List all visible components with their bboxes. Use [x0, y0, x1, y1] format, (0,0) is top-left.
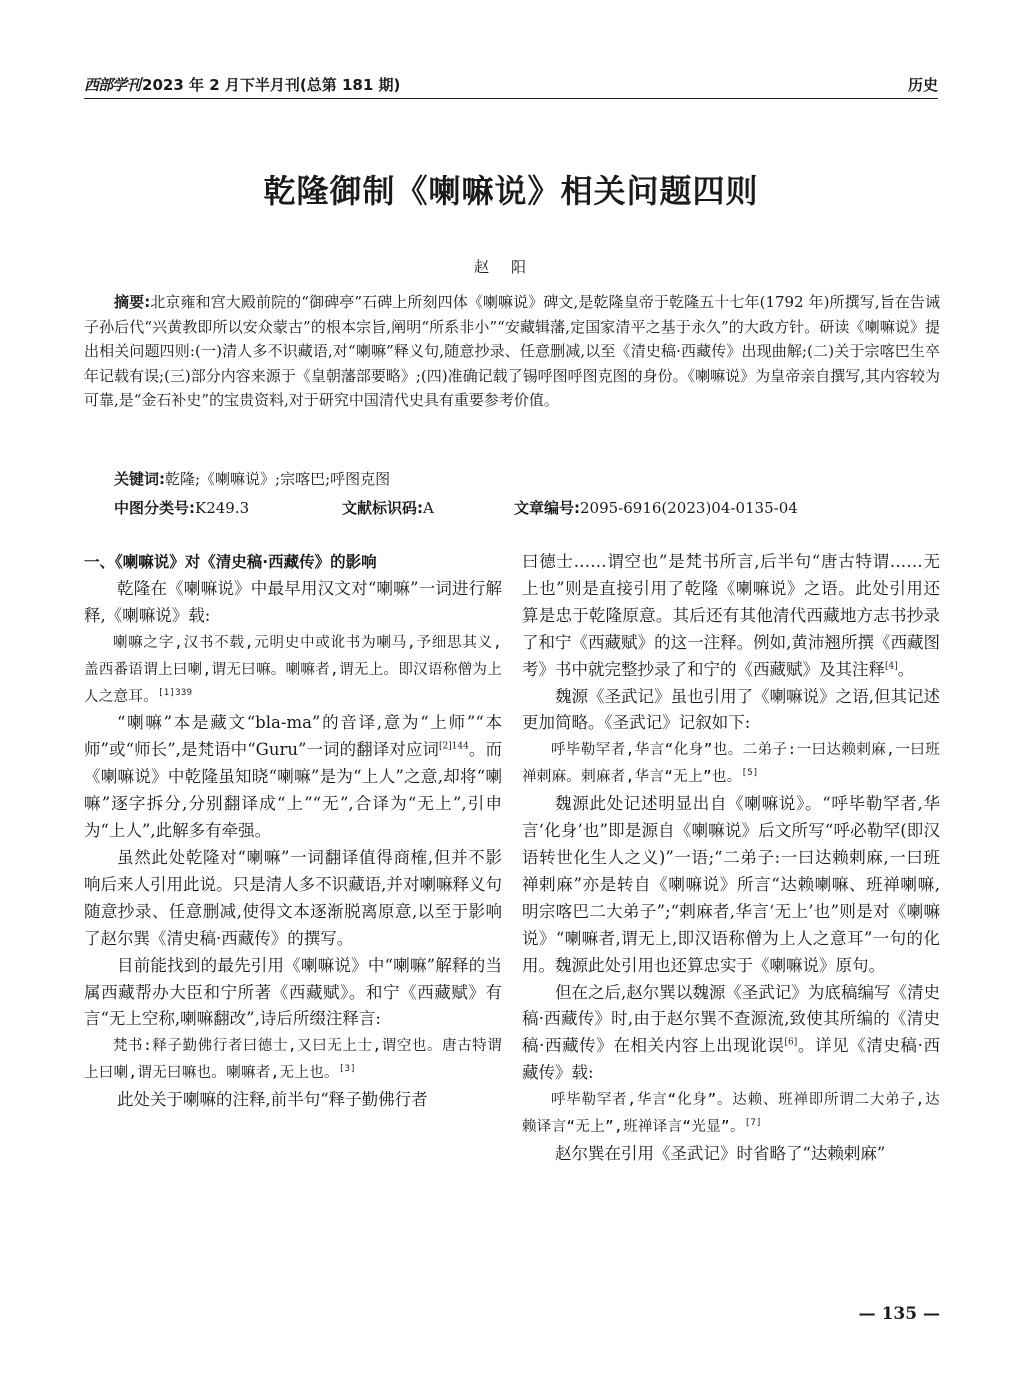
issue-info: 2023 年 2 月下半月刊(总第 181 期) — [142, 76, 401, 94]
paragraph-text: 。而《喇嘛说》中乾隆虽知晓“喇嘛”是为“上人”之意,却将“喇嘛”逐字拆分,分别翻译成“上”“无”,合译为“无上”,引申为“上人”,此解多有牵强。 — [84, 740, 502, 841]
paragraph-text: 曰德士……谓空也”是梵书所言,后半句“唐古特谓……无上也”则是直接引用了乾隆《喇嘛说》之语。此处引用还算是忠于乾隆原意。其后还有其他清代西藏地方志书抄录了和宁《西藏赋》的这一注释。例如,黄沛翘所撰《西藏图考》书中就完整抄录了和宁的《西藏赋》及其注释 — [522, 552, 940, 679]
block-quote — [84, 1033, 502, 1087]
keywords — [114, 468, 934, 489]
citation-ref: [7] — [744, 1118, 762, 1129]
article-number-value: 2095-6916(2023)04-0135-04 — [580, 499, 798, 517]
citation-ref: [1]339 — [158, 687, 193, 698]
left-column — [84, 549, 502, 1114]
running-header — [84, 74, 938, 99]
article-number-label: 文章编号: — [514, 499, 580, 517]
abstract — [84, 290, 940, 413]
author-name: 赵阳 — [473, 258, 548, 276]
paragraph: 赵尔巽在引用《圣武记》时省略了“达赖剌麻” — [555, 1143, 886, 1163]
classification-line — [114, 497, 934, 519]
doc-value: A — [423, 499, 434, 517]
abstract-text: 北京雍和宫大殿前院的“御碑亭”石碑上所刻四体《喇嘛说》碑文,是乾隆皇帝于乾隆五十七年(1792 年)所撰写,旨在告诫子孙后代“兴黄教即所以安众蒙古”的根本宗旨,阐明“所系非小”“安藏辑藩,定国家清平之基于永久”的大政方针。研读《喇嘛说》提出相关问题四则:(一)清人多不识藏语,对“喇嘛”释义句,随意抄录、任意删减,以至《清史稿·西藏传》出现曲解;(二)关于宗喀巴生卒年记载有误;(三)部分内容来源于《皇朝藩部要略》;(四)准确记载了锡呼图呼图克图的身份。《喇嘛说》为皇帝亲自撰写,其内容较为可靠,是“金石补史”的宝贵资料,对于研究中国清代史具有重要参考价值。 — [84, 293, 940, 409]
paragraph: 魏源《圣武记》虽也引用了《喇嘛说》之语,但其记述更加简略。《圣武记》记叙如下: — [522, 686, 940, 733]
paragraph-text: “喇嘛”本是藏文“bla-ma”的音译,意为“上师”“本师”或“师长”,是梵语中“Guru”一词的翻译对应词 — [84, 713, 502, 760]
article-title: 乾隆御制《喇嘛说》相关问题四则 — [263, 172, 759, 210]
doc-code — [342, 497, 434, 518]
quote-text: 喇嘛之字,汉书不载,元明史中或讹书为喇马,予细思其义,盖西番语谓上曰喇,谓无曰嘛。喇嘛者,谓无上。即汉语称僧为上人之意耳。 — [84, 634, 502, 705]
paragraph: 魏源此处记述明显出自《喇嘛说》。“呼毕勒罕者,华言‘化身’也”即是源自《喇嘛说》后文所写“呼必勒罕(即汉语转世化生人之义)”一语;“二弟子:一曰达赖剌麻,一曰班禅剌麻”亦是转自《喇嘛说》所言“达赖喇嘛、班禅喇嘛,明宗喀巴二大弟子”;“剌麻者,华言‘无上’也”则是对《喇嘛说》“喇嘛者,谓无上,即汉语称僧为上人之意耳”一句的化用。魏源此处引用也还算忠实于《喇嘛说》原句。 — [522, 794, 940, 975]
citation-ref: [2]144 — [438, 741, 469, 752]
citation-ref: [6] — [784, 1037, 798, 1048]
section-name: 历史 — [907, 76, 938, 94]
citation-ref: [4] — [885, 661, 898, 672]
doc-label: 文献标识码: — [342, 499, 423, 517]
paragraph-text: 。详见《清史稿·西藏传》载: — [522, 1036, 941, 1083]
paragraph: 此处关于喇嘛的注释,前半句“释子勤佛行者 — [117, 1090, 428, 1110]
quote-text: 呼毕勒罕者,华言“化身”也。二弟子:一曰达赖剌麻,一曰班禅剌麻。剌麻者,华言“无上”也。 — [522, 742, 940, 786]
quote-text: 呼毕勒罕者,华言“化身”。达赖、班禅即所谓二大弟子,达赖译言“无上”,班禅译言“光显”。 — [522, 1092, 940, 1136]
paragraph — [84, 710, 502, 845]
paragraph: 目前能找到的最先引用《喇嘛说》中“喇嘛”解释的当属西藏帮办大臣和宁所著《西藏赋》。和宁《西藏赋》有言“无上空称,喇嘛翻改”,诗后所缀注释言: — [84, 955, 502, 1029]
citation-ref: [3] — [338, 1064, 357, 1075]
block-quote — [522, 737, 940, 791]
clc-value: K249.3 — [195, 499, 250, 517]
right-column — [522, 549, 940, 1168]
block-quote — [522, 1087, 940, 1141]
header-journal-issue — [84, 74, 400, 95]
clc-label: 中图分类号: — [114, 499, 195, 517]
quote-text: 梵书:释子勤佛行者曰德士,又曰无上士,谓空也。唐古特谓上曰喇,谓无曰嘛也。喇嘛者,无上也。 — [84, 1038, 502, 1082]
paragraph-text: 但在之后,赵尔巽以魏源《圣武记》为底稿编写《清史稿·西藏传》时,由于赵尔巽不查源流,致使其所编的《清史稿·西藏传》在相关内容上出现讹误 — [522, 982, 940, 1056]
clc-number — [114, 497, 249, 518]
section-heading: 一、《喇嘛说》对《清史稿·西藏传》的影响 — [84, 553, 377, 571]
keywords-text: 乾隆;《喇嘛说》;宗喀巴;呼图克图 — [165, 470, 391, 488]
article-number — [514, 497, 798, 518]
abstract-label: 摘要: — [114, 293, 151, 311]
page-number: — 135 — — [858, 1304, 940, 1324]
keywords-label: 关键词: — [114, 470, 165, 488]
block-quote — [84, 630, 502, 711]
paragraph — [522, 549, 940, 684]
paragraph — [522, 980, 940, 1088]
paragraph: 虽然此处乾隆对“喇嘛”一词翻译值得商榷,但并不影响后来人引用此说。只是清人多不识藏语,并对喇嘛释义句随意抄录、任意删减,使得文本逐渐脱离原意,以至于影响了赵尔巽《清史稿·西藏传》的撰写。 — [84, 847, 502, 948]
paragraph-text: 。 — [897, 659, 915, 679]
citation-ref: [5] — [741, 768, 759, 779]
paragraph: 乾隆在《喇嘛说》中最早用汉文对“喇嘛”一词进行解释,《喇嘛说》载: — [84, 578, 502, 625]
journal-logo: 西部学刊 — [84, 76, 141, 94]
